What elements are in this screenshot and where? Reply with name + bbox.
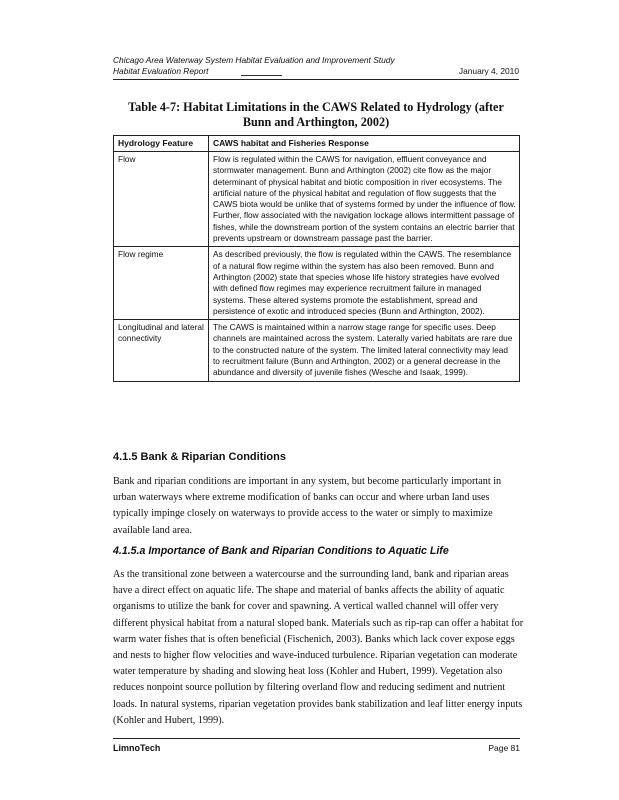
feature-cell: Longitudinal and lateral connectivity: [114, 320, 209, 381]
subsection-paragraph: As the transitional zone between a watercourse and the surrounding land, bank and riparian areas have a direct effect on aquatic life. The shape and material of banks affects the ability of aquatic organisms to utilize the bank for cover and spawning. A vertical walled channel will offer very different physical habitat from a natural sloped bank. Materials such as rip-rap can offer a habitat for warm water fishes that is often beneficial (Fischenich, 2003). Banks which lack cover expose eggs and nests to higher flow velocities and wave-induced turbulence. Riparian vegetation can moderate water temperature by shading and slowing heat loss (Kohler and Hubert, 1999). Vegetation also reduces nonpoint source pollution by filtering overland flow and reducing sediment and nutrient loads. In natural systems, riparian vegetation provides bank stabilization and leaf litter energy inputs (Kohler and Hubert, 1999).: [113, 569, 524, 726]
company-name: LimnoTech: [113, 743, 161, 753]
feature-cell: Flow regime: [114, 247, 209, 320]
response-cell: As described previously, the flow is regulated within the CAWS. The resemblance of a natural flow regime within the system has also been removed. Bunn and Arthington (2002) state that species whose life history strategies have evolved with defined flow regimes may experience recruitment failure in managed systems. These altered systems promote the establishment, spread and persistence of exotic and introduced species (Bunn and Arthington, 2002).: [209, 247, 520, 320]
subsection-heading: 4.1.5.a Importance of Bank and Riparian Conditions to Aquatic Life: [113, 545, 449, 557]
habitat-limitations-table: [113, 135, 520, 382]
page-header: [113, 55, 519, 80]
section-heading: 4.1.5 Bank & Riparian Conditions: [113, 451, 286, 463]
header-divider: [113, 79, 519, 80]
column-header: CAWS habitat and Fisheries Response: [209, 136, 520, 152]
table-header-row: [114, 136, 520, 152]
table-row: [114, 320, 520, 381]
table-title: Table 4-7: Habitat Limitations in the CAWS Related to Hydrology (after Bunn and Arthington, 2002): [128, 100, 504, 129]
response-cell: Flow is regulated within the CAWS for navigation, effluent conveyance and stormwater management. Bunn and Arthington (2002) cite flow as the major determinant of physical habitat and biotic composition in river ecosystems. The artificial nature of the physical habitat and regulation of flow suggests that the CAWS biota would be unlike that of systems formed by under the influence of flow. Further, flow associated with the navigation lockage allows intermittent passage of fishes, while the downstream portion of the system contains an electric barrier that prevents upstream or downstream passage past the barrier.: [209, 152, 520, 247]
table-row: [114, 152, 520, 247]
header-short-rule: [241, 75, 282, 76]
table-row: [114, 247, 520, 320]
page-number: Page 81: [488, 743, 520, 753]
section-paragraph: Bank and riparian conditions are important in any system, but become particularly important in urban waterways where extreme modification of banks can occur and where urban land uses typically impinge closely on waterways to provide access to the water or simply to maximize available land area.: [113, 476, 502, 536]
study-title: Chicago Area Waterway System Habitat Evaluation and Improvement Study: [113, 55, 395, 65]
report-title: Habitat Evaluation Report: [113, 66, 209, 76]
column-header: Hydrology Feature: [114, 136, 209, 152]
response-cell: The CAWS is maintained within a narrow stage range for specific uses. Deep channels are maintained across the system. Laterally varied habitats are rare due to the constructed nature of the system. The limited lateral connectivity may lead to recruitment failure (Bunn and Arthington, 2002) or a general decrease in the abundance and diversity of juvenile fishes (Wesche and Isaak, 1999).: [209, 320, 520, 381]
page-footer: [113, 738, 520, 753]
feature-cell: Flow: [114, 152, 209, 247]
footer-divider: [113, 738, 520, 739]
report-date: January 4, 2010: [458, 66, 519, 76]
